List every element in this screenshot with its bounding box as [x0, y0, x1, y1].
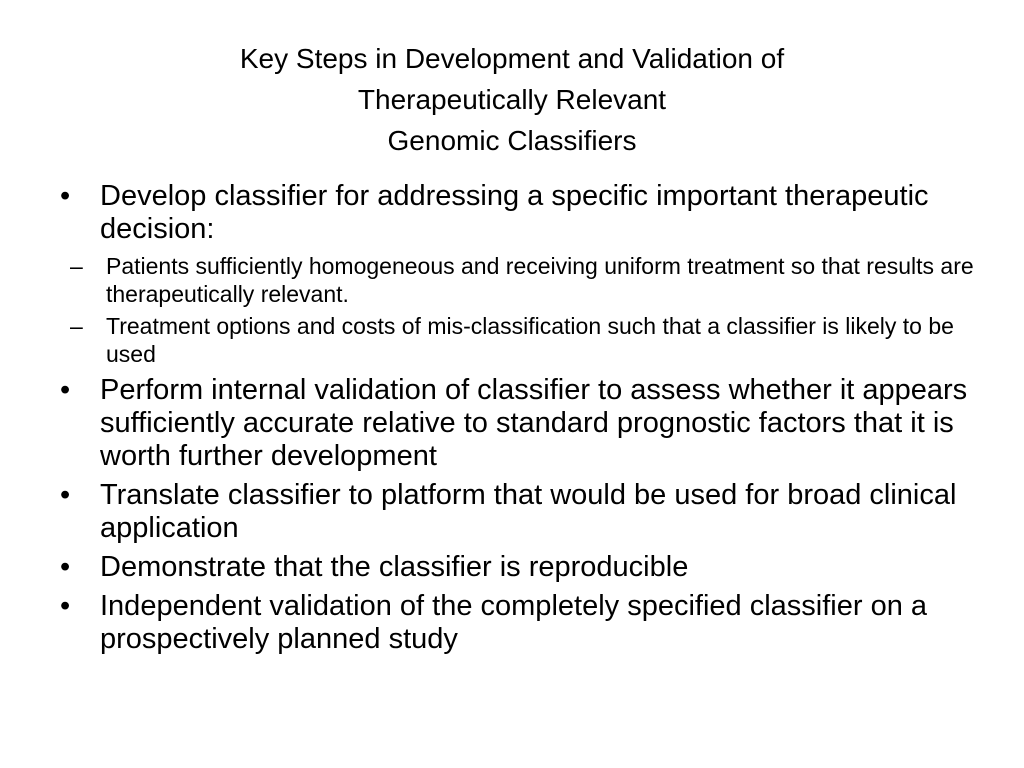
bullet-text: Perform internal validation of classifier to assess whether it appears sufficiently accurate relative to standard prognostic factors that it is worth further development — [100, 374, 968, 472]
bullet-item — [60, 374, 980, 473]
sub-bullet-text: Treatment options and costs of mis-classification such that a classifier is likely to be used — [106, 313, 954, 367]
bullet-marker: • — [60, 180, 71, 212]
sub-bullet-text: Patients sufficiently homogeneous and receiving uniform treatment so that results are therapeutically relevant. — [106, 253, 974, 307]
sub-bullet-item — [60, 312, 980, 368]
title-line-3: Genomic Classifiers — [387, 125, 637, 156]
bullet-item — [60, 551, 980, 584]
slide-title — [0, 38, 1024, 161]
bullet-item — [60, 479, 980, 545]
sub-bullet-item — [60, 252, 980, 308]
slide-body — [60, 180, 980, 662]
bullet-marker: • — [60, 551, 71, 583]
bullet-marker: • — [60, 590, 71, 622]
title-line-1: Key Steps in Development and Validation of — [239, 43, 785, 74]
sub-bullet-list — [20, 252, 980, 368]
sub-bullet-marker: – — [70, 313, 83, 339]
bullet-text: Translate classifier to platform that would be used for broad clinical application — [100, 479, 957, 544]
bullet-item — [60, 590, 980, 656]
bullet-text: Demonstrate that the classifier is reproducible — [100, 551, 689, 583]
bullet-marker: • — [60, 374, 71, 406]
bullet-text: Independent validation of the completely specified classifier on a prospectively planned study — [100, 590, 928, 655]
title-line-2: Therapeutically Relevant — [357, 84, 667, 115]
sub-bullet-marker: – — [70, 253, 83, 279]
bullet-marker: • — [60, 479, 71, 511]
bullet-item — [60, 180, 980, 246]
bullet-text: Develop classifier for addressing a specific important therapeutic decision: — [100, 180, 929, 245]
